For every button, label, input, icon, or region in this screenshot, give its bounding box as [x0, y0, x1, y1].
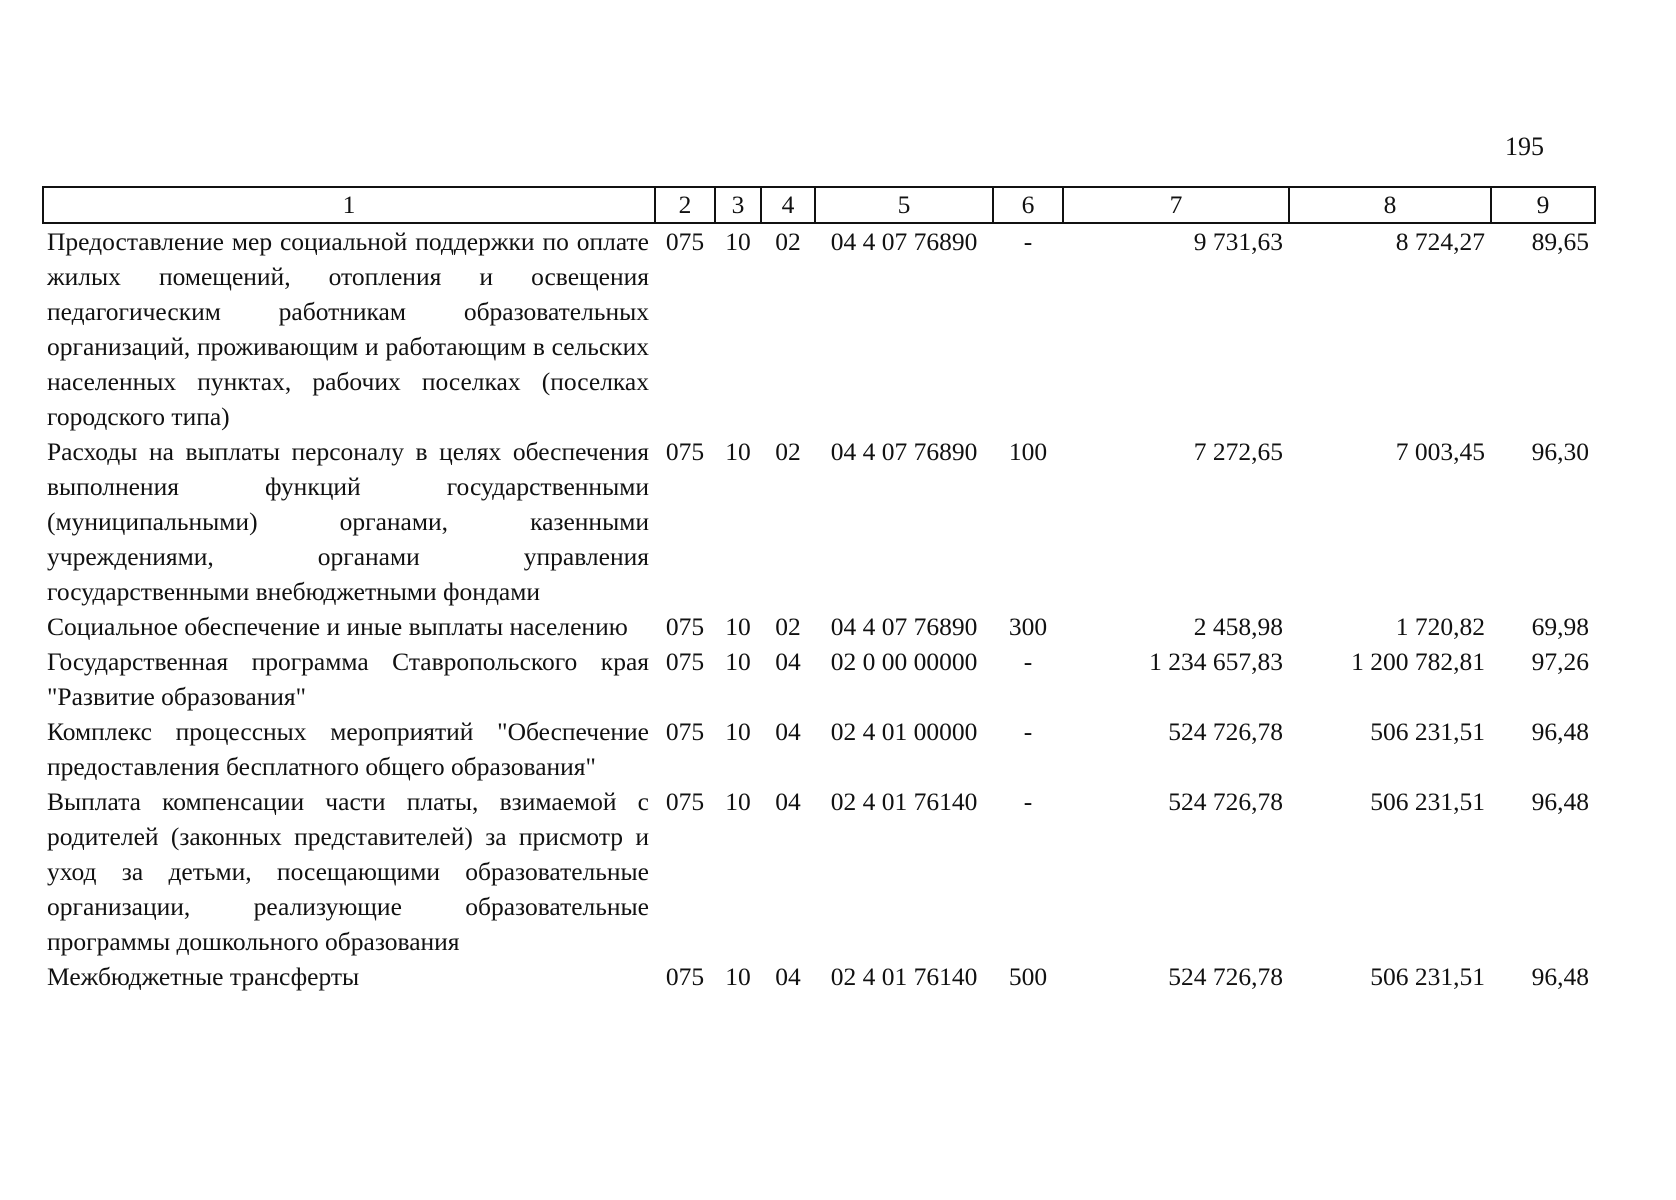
cell-planned: 524 726,78 [1168, 787, 1283, 816]
column-header: 7 [1063, 187, 1289, 223]
cell-target-article: 04 4 07 76890 [830, 437, 978, 466]
row-name: Межбюджетные трансферты [47, 962, 360, 991]
column-header: 1 [43, 187, 655, 223]
cell-percent: 89,65 [1531, 227, 1589, 256]
row-name: Предоставление мер социальной поддержки по оплате жилых помещений, отопления и освещения педагогическим работникам образовательных организаций, проживающим и работающим в сельских населенных пунктах, рабочих поселках (поселках городского типа) [47, 227, 649, 431]
cell-subsection: 02 [775, 612, 801, 641]
column-header: 6 [993, 187, 1063, 223]
cell-executed: 506 231,51 [1370, 717, 1485, 746]
row-name: Выплата компенсации части платы, взимаемой с родителей (законных представителей) за присмотр и уход за детьми, посещающими образовательные организации, реализующие образовательные программы дошкольного образования [47, 787, 649, 956]
cell-planned: 2 458,98 [1193, 612, 1283, 641]
cell-executed: 506 231,51 [1370, 787, 1485, 816]
cell-planned: 1 234 657,83 [1149, 647, 1283, 676]
table-body [43, 223, 1595, 994]
cell-target-article: 02 4 01 76140 [830, 962, 978, 991]
cell-subsection: 02 [775, 227, 801, 256]
cell-ministry: 075 [665, 227, 705, 256]
cell-ministry: 075 [665, 717, 705, 746]
cell-percent: 96,48 [1531, 787, 1589, 816]
cell-planned: 524 726,78 [1168, 717, 1283, 746]
cell-subsection: 04 [775, 787, 801, 816]
cell-expense-type: - [1023, 787, 1033, 816]
cell-percent: 96,48 [1531, 717, 1589, 746]
cell-ministry: 075 [665, 647, 705, 676]
cell-target-article: 02 0 00 00000 [830, 647, 978, 676]
cell-ministry: 075 [665, 962, 705, 991]
table-header [43, 187, 1595, 223]
cell-section: 10 [725, 647, 751, 676]
cell-planned: 9 731,63 [1193, 227, 1283, 256]
cell-subsection: 04 [775, 962, 801, 991]
cell-subsection: 04 [775, 717, 801, 746]
cell-section: 10 [725, 437, 751, 466]
cell-expense-type: - [1023, 647, 1033, 676]
column-header: 9 [1491, 187, 1595, 223]
budget-table [42, 186, 1596, 994]
cell-percent: 96,30 [1531, 437, 1589, 466]
cell-planned: 524 726,78 [1168, 962, 1283, 991]
cell-ministry: 075 [665, 437, 705, 466]
cell-section: 10 [725, 612, 751, 641]
cell-target-article: 04 4 07 76890 [830, 227, 978, 256]
table-row [43, 959, 1595, 994]
column-header: 5 [815, 187, 993, 223]
cell-expense-type: 500 [1008, 962, 1048, 991]
cell-section: 10 [725, 227, 751, 256]
cell-percent: 69,98 [1531, 612, 1589, 641]
cell-percent: 96,48 [1531, 962, 1589, 991]
table-row [43, 609, 1595, 644]
cell-target-article: 04 4 07 76890 [830, 612, 978, 641]
cell-executed: 1 720,82 [1395, 612, 1485, 641]
column-header: 3 [715, 187, 761, 223]
cell-executed: 8 724,27 [1395, 227, 1485, 256]
row-name: Социальное обеспечение и иные выплаты населению [47, 612, 628, 641]
cell-subsection: 04 [775, 647, 801, 676]
cell-ministry: 075 [665, 787, 705, 816]
cell-ministry: 075 [665, 612, 705, 641]
table-row [43, 434, 1595, 609]
cell-target-article: 02 4 01 76140 [830, 787, 978, 816]
cell-percent: 97,26 [1531, 647, 1589, 676]
cell-expense-type: - [1023, 717, 1033, 746]
cell-section: 10 [725, 962, 751, 991]
row-name: Расходы на выплаты персоналу в целях обеспечения выполнения функций государственными (муниципальными) органами, казенными учреждениями, органами управления государственными внебюджетными фондами [47, 437, 649, 606]
cell-subsection: 02 [775, 437, 801, 466]
table-row [43, 714, 1595, 784]
cell-executed: 7 003,45 [1395, 437, 1485, 466]
table-row [43, 223, 1595, 434]
cell-planned: 7 272,65 [1193, 437, 1283, 466]
cell-expense-type: 300 [1008, 612, 1048, 641]
column-header: 4 [761, 187, 815, 223]
table-row [43, 644, 1595, 714]
table-row [43, 784, 1595, 959]
column-header: 8 [1289, 187, 1491, 223]
page-number: 195 [1505, 132, 1544, 161]
row-name: Комплекс процессных мероприятий "Обеспечение предоставления бесплатного общего образования" [47, 717, 649, 781]
cell-section: 10 [725, 717, 751, 746]
cell-expense-type: - [1023, 227, 1033, 256]
cell-expense-type: 100 [1008, 437, 1048, 466]
cell-executed: 506 231,51 [1370, 962, 1485, 991]
cell-executed: 1 200 782,81 [1351, 647, 1485, 676]
cell-target-article: 02 4 01 00000 [830, 717, 978, 746]
cell-section: 10 [725, 787, 751, 816]
row-name: Государственная программа Ставропольского края "Развитие образования" [47, 647, 649, 711]
column-header: 2 [655, 187, 715, 223]
header-row [43, 187, 1595, 223]
